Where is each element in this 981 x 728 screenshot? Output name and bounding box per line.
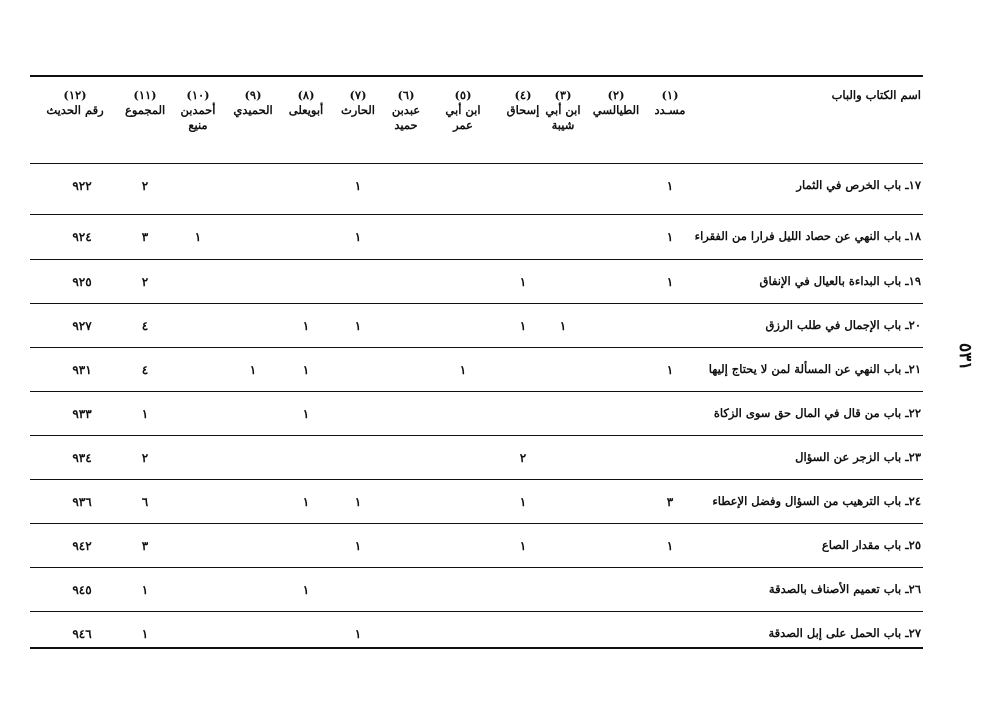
- column-name: عبدبن حميد: [391, 103, 421, 132]
- column-number: (٨): [297, 88, 315, 102]
- column-name: الحارث: [340, 103, 375, 117]
- row-divider: [30, 163, 923, 164]
- row-title: ١٨ـ باب النهي عن حصاد الليل فرارا من الفقراء: [694, 229, 921, 243]
- column-name: أحمدبن منيع: [180, 103, 216, 132]
- column-number: (١٠): [186, 88, 210, 102]
- table-cell: ١: [302, 319, 310, 333]
- table-cell: ١: [302, 495, 310, 509]
- table-cell: ١: [666, 275, 674, 289]
- column-header: [283, 88, 329, 118]
- column-header: [443, 88, 483, 133]
- row-title: ٢٣ـ باب الزجر عن السؤال: [795, 450, 921, 464]
- row-title: ٢٢ـ باب من قال في المال حق سوى الزكاة: [713, 406, 921, 420]
- table-cell: ٣: [666, 495, 674, 509]
- row-divider: [30, 347, 923, 348]
- column-header: [227, 88, 279, 118]
- bottom-rule: [30, 647, 923, 649]
- table-cell: ٣: [141, 230, 149, 244]
- table-cell: ١: [519, 319, 527, 333]
- table-cell: ٩٢٧: [72, 319, 92, 333]
- table-cell: ١: [354, 319, 362, 333]
- row-title: ٢١ـ باب النهي عن المسألة لمن لا يحتاج إليها: [708, 362, 921, 376]
- table-cell: ١: [141, 407, 149, 421]
- table-cell: ٩٤٦: [72, 627, 92, 641]
- column-name: مسـدد: [654, 103, 686, 117]
- column-header: [501, 88, 545, 118]
- table-cell: ١: [519, 495, 527, 509]
- table-cell: ٦: [141, 495, 149, 509]
- column-header: [388, 88, 424, 133]
- row-divider: [30, 567, 923, 568]
- row-divider: [30, 214, 923, 215]
- table-cell: ٩٢٥: [72, 275, 92, 289]
- row-title: ٢٤ـ باب الترهيب من السؤال وفضل الإعطاء: [712, 494, 921, 508]
- table-cell: ١: [141, 627, 149, 641]
- table-cell: ٣: [141, 539, 149, 553]
- row-divider: [30, 435, 923, 436]
- table-cell: ١: [302, 583, 310, 597]
- column-name: ابن أبي عمر: [445, 103, 481, 132]
- table-cell: ١: [559, 319, 567, 333]
- table-cell: ١: [194, 230, 202, 244]
- table-cell: ٩٣٤: [72, 451, 92, 465]
- top-rule: [30, 75, 923, 77]
- column-number: (٥): [454, 88, 472, 102]
- column-name: المجموع: [125, 103, 166, 117]
- table-cell: ١: [354, 230, 362, 244]
- column-name: الحميدي: [233, 103, 273, 117]
- column-name: ابن أبي شيبة: [545, 103, 581, 132]
- column-name: الطيالسي: [592, 103, 640, 117]
- table-cell: ١: [249, 363, 257, 377]
- column-header: [650, 88, 690, 118]
- table-cell: ١: [354, 539, 362, 553]
- table-cell: ١: [354, 627, 362, 641]
- row-divider: [30, 259, 923, 260]
- column-name: إسحاق: [506, 103, 540, 117]
- table-cell: ٩٣١: [72, 363, 92, 377]
- table-cell: ١: [141, 583, 149, 597]
- column-number: (٧): [349, 88, 367, 102]
- table-cell: ١: [666, 363, 674, 377]
- table-cell: ٩٣٦: [72, 495, 92, 509]
- table-cell: ٢: [141, 275, 149, 289]
- row-divider: [30, 391, 923, 392]
- column-header: [178, 88, 218, 133]
- title-column-header: اسم الكتاب والباب: [831, 88, 921, 102]
- row-divider: [30, 523, 923, 524]
- table-cell: ١: [519, 539, 527, 553]
- column-number: (٦): [397, 88, 415, 102]
- table-cell: ١: [519, 275, 527, 289]
- row-title: ٢٥ـ باب مقدار الصاع: [821, 538, 921, 552]
- column-number: (٣): [554, 88, 572, 102]
- table-cell: ١: [666, 539, 674, 553]
- column-number: (١١): [133, 88, 157, 102]
- column-header: [592, 88, 640, 118]
- table-cell: ٢: [519, 451, 527, 465]
- column-header: [334, 88, 382, 118]
- table-cell: ٩٤٥: [72, 583, 92, 597]
- row-title: ٢٦ـ باب تعميم الأصناف بالصدقة: [768, 582, 921, 596]
- table-cell: ٩٤٢: [72, 539, 92, 553]
- row-divider: [30, 303, 923, 304]
- page-number: ٥٣١: [955, 343, 975, 371]
- table-cell: ٢: [141, 179, 149, 193]
- column-number: (١): [661, 88, 679, 102]
- column-name: رقم الحديث: [46, 103, 104, 117]
- table-cell: ٩٣٣: [72, 407, 92, 421]
- row-divider: [30, 479, 923, 480]
- column-number: (١٢): [63, 88, 87, 102]
- table-cell: ٩٢٤: [72, 230, 92, 244]
- row-title: ٢٧ـ باب الحمل على إبل الصدقة: [768, 626, 921, 640]
- table-cell: ٤: [141, 319, 149, 333]
- row-title: ٢٠ـ باب الإجمال في طلب الرزق: [765, 318, 921, 332]
- table-cell: ١: [302, 363, 310, 377]
- table-cell: ١: [666, 230, 674, 244]
- column-header: [543, 88, 583, 133]
- table-cell: ١: [354, 179, 362, 193]
- column-number: (٤): [514, 88, 532, 102]
- row-divider: [30, 611, 923, 612]
- column-name: أبويعلى: [288, 103, 324, 117]
- table-cell: ١: [302, 407, 310, 421]
- table-cell: ٩٢٢: [72, 179, 92, 193]
- table-cell: ١: [666, 179, 674, 193]
- table-cell: ٤: [141, 363, 149, 377]
- column-number: (٩): [244, 88, 262, 102]
- table-cell: ١: [354, 495, 362, 509]
- column-header: [40, 88, 110, 118]
- row-title: ١٧ـ باب الخرص في الثمار: [796, 178, 921, 192]
- table-cell: ٢: [141, 451, 149, 465]
- column-number: (٢): [607, 88, 625, 102]
- column-header: [125, 88, 165, 118]
- row-title: ١٩ـ باب البداءة بالعيال في الإنفاق: [759, 274, 921, 288]
- table-cell: ١: [459, 363, 467, 377]
